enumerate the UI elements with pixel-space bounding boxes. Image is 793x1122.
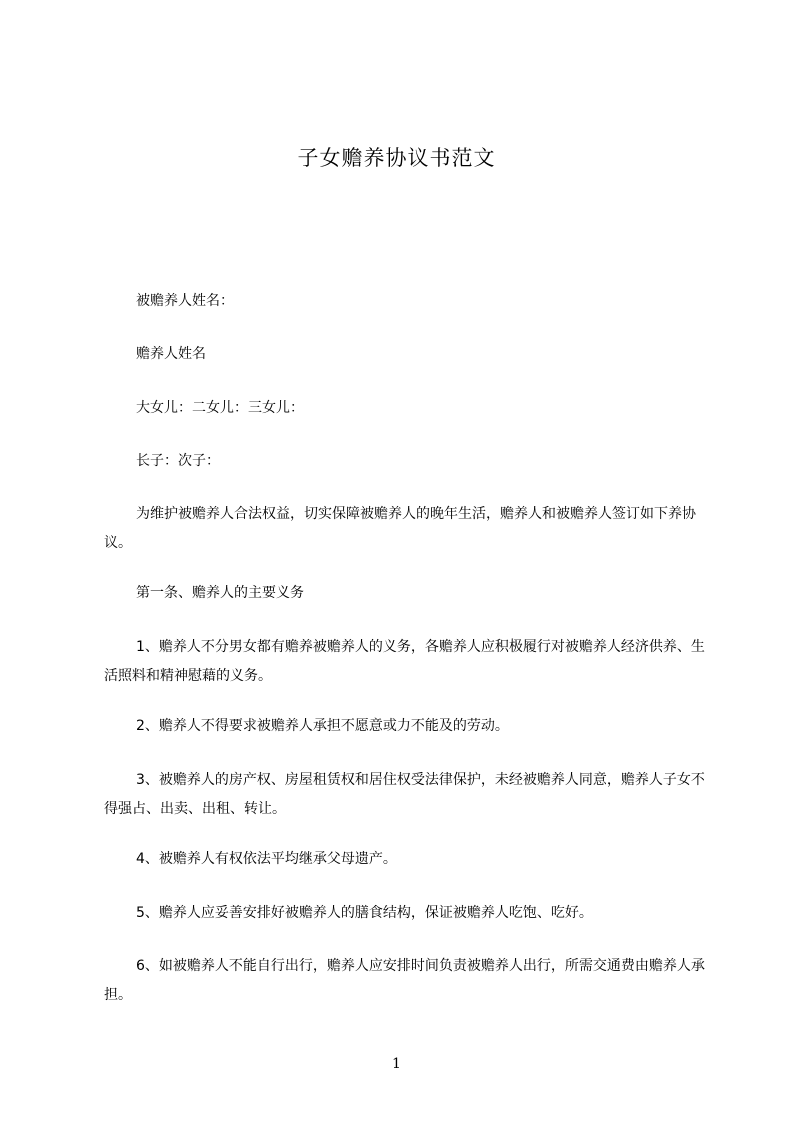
- page-number: 1: [392, 1056, 401, 1072]
- paragraph-daughters: 大女儿：二女儿：三女儿：: [136, 400, 304, 416]
- paragraph-purpose: 为维护被赡养人合法权益，切实保障被赡养人的晚年生活，赡养人和被赡养人签订如下养协议。: [104, 506, 696, 551]
- paragraph-clause-5: 5、赡养人应妥善安排好被赡养人的膳食结构，保证被赡养人吃饱、吃好。: [136, 905, 593, 921]
- paragraph-clause-3: 3、被赡养人的房产权、房屋租赁权和居住权受法律保护，未经被赡养人同意，赡养人子女不得强占、出卖、出租、转让。: [104, 772, 705, 817]
- paragraph-clause-6: 6、如被赡养人不能自行出行，赡养人应安排时间负责被赡养人出行，所需交通费由赡养人承担。: [104, 958, 705, 1003]
- paragraph-clause-4: 4、被赡养人有权依法平均继承父母遗产。: [136, 851, 397, 867]
- paragraph-supporter-name: 赡养人姓名: [136, 346, 206, 362]
- paragraph-sons: 长子：次子：: [136, 453, 220, 469]
- document-title: 子女赡养协议书范文: [297, 146, 496, 170]
- paragraph-clause-2: 2、赡养人不得要求被赡养人承担不愿意或力不能及的劳动。: [136, 718, 509, 734]
- paragraph-clause-1: 1、赡养人不分男女都有赡养被赡养人的义务，各赡养人应积极履行对被赡养人经济供养、生活照料和精神慰藉的义务。: [104, 639, 705, 684]
- paragraph-dependent-name: 被赡养人姓名：: [136, 293, 234, 309]
- paragraph-article-one-heading: 第一条、赡养人的主要义务: [136, 585, 304, 601]
